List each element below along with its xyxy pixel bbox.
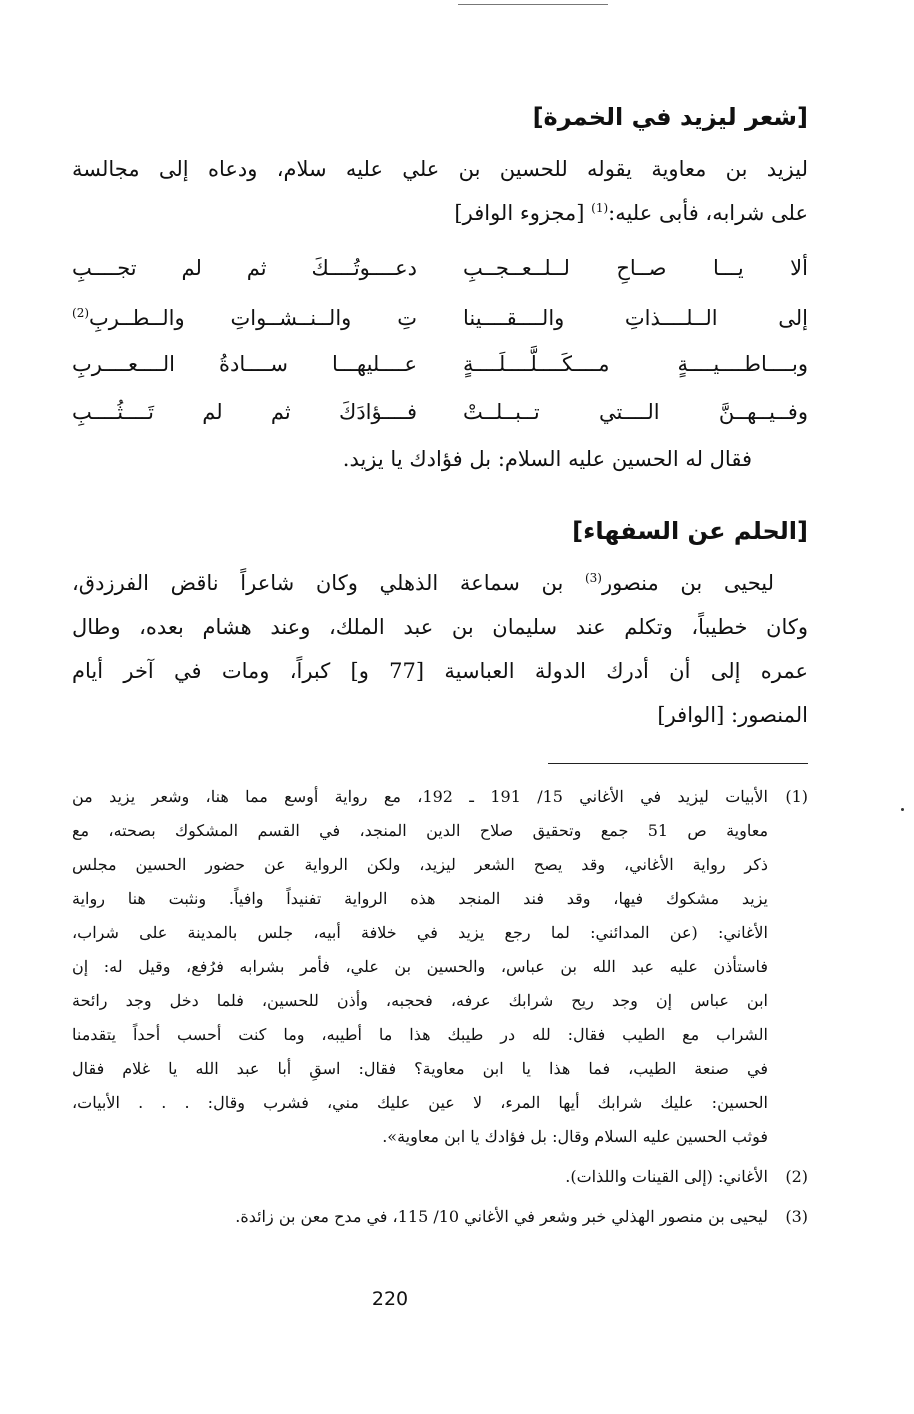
margin-mark bbox=[901, 808, 904, 811]
verse-row bbox=[72, 346, 808, 382]
footnote-line: ابن عباس إن وجد ريح شرابك عرفه، فحجبه، وأذن للحسين، فلما دخل وجد رائحة bbox=[72, 991, 768, 1010]
footnote-ref-3: (3) bbox=[584, 571, 602, 585]
verse-second-hemistich: دعــــوتُــــكَ ثم لم تجــــبِ bbox=[72, 256, 417, 280]
footnote-line: معاوية ص 51 جمع وتحقيق صلاح الدين المنجد، في القسم المشكوك بصحته، مع bbox=[72, 821, 769, 840]
verse-first-hemistich: ألا يـــا صــاحِ لــلــعــجــبِ bbox=[463, 256, 808, 280]
verse-text: تِ والــنــشــواتِ والــطــربِ bbox=[89, 306, 417, 330]
intro-line bbox=[72, 198, 808, 228]
footnote-separator bbox=[548, 763, 808, 764]
verse-first-hemistich: إلى الــلــــذاتِ والــــقــــينا bbox=[463, 306, 808, 330]
verse-second-hemistich bbox=[72, 300, 417, 336]
footnote-line: فوثب الحسين عليه السلام وقال: بل فؤادك يا ابن معاوية». bbox=[382, 1127, 768, 1146]
paragraph-line: عمره إلى أن أدرك الدولة العباسية [77 و] كبراً، ومات في آخر أيام bbox=[72, 659, 808, 683]
verse-row bbox=[72, 250, 808, 286]
intro-line: ليزيد بن معاوية يقوله للحسين بن علي عليه سلام، ودعاه إلى مجالسة bbox=[72, 157, 808, 181]
paragraph-text: ليحيى بن منصور bbox=[601, 571, 774, 595]
footnote-line: ذكر رواية الأغاني، وقد يصح الشعر ليزيد، ولكن الرواية عن حضور الحسين مجلس bbox=[72, 855, 768, 874]
verse-second-hemistich: فــــؤادَكَ ثم لم تَــــثُــــبِ bbox=[72, 400, 417, 424]
paragraph-text: بن سماعة الذهلي وكان شاعراً ناقض الفرزدق، bbox=[72, 571, 585, 595]
paragraph-line bbox=[72, 568, 774, 598]
footnote-line: الأبيات ليزيد في الأغاني 15/ 191 ـ 192، مع رواية أوسع مما هنا، وشعر يزيد من bbox=[72, 787, 769, 806]
paragraph-line: المنصور: [الوافر] bbox=[657, 703, 808, 727]
footnote-number: (3) bbox=[785, 1207, 808, 1226]
hussein-reply: فقال له الحسين عليه السلام: بل فؤادك يا يزيد. bbox=[342, 447, 752, 471]
footnote-line: فاستأذن عليه عبد الله بن عباس، والحسين بن علي، فأمر بشرابه فرُفع، وقيل له: إن bbox=[72, 957, 768, 976]
verse-row bbox=[72, 394, 808, 430]
verse-row bbox=[72, 300, 808, 336]
footnote-line: في صنعة الطيب، فما هذا يا ابن معاوية؟ فقال: اسقِ أبا عبد الله يا غلام فقال bbox=[72, 1059, 769, 1078]
footnote-line: الحسين: عليك شرابك أيها المرء، لا عين عليك مني، فشرب وقال: . . . الأبيات، bbox=[72, 1093, 768, 1112]
verse-first-hemistich: وبــــاطــــيــــةٍ مــــكَــــلَّــــلَــــةٍ bbox=[463, 352, 808, 376]
verse-first-hemistich: وفــيــهــنَّ الــــتي تــبــلــتْ bbox=[463, 400, 808, 424]
footnote-line: الشراب مع الطيب فقال: لله در طيبك هذا ما أطيبه، وما كنت أحسب أحداً يتقدمنا bbox=[72, 1025, 768, 1044]
book-page bbox=[72, 0, 808, 1414]
footnote-ref-1: (1) bbox=[591, 201, 609, 215]
footnote-line: ليحيى بن منصور الهذلي خبر وشعر في الأغاني 10/ 115، في مدح معن بن زائدة. bbox=[235, 1207, 768, 1226]
paragraph-line: وكان خطيباً، وتكلم عند سليمان بن عبد الملك، وعند هشام بعده، وطال bbox=[72, 615, 808, 639]
footnote-number: (1) bbox=[785, 787, 808, 806]
section-heading-forbearance: [الحلم عن السفهاء] bbox=[572, 517, 808, 545]
footnote-line: يزيد مشكوك فيها، وقد فند المنجد هذه الرواية تفنيداً وافياً. ونثبت هنا رواية bbox=[72, 889, 768, 908]
section-heading-wine-poem: [شعر ليزيد في الخمرة] bbox=[532, 103, 808, 131]
footnote-line: الأغاني: (عن المدائني: لما رجع يزيد في خلافة أبيه، جلس بالمدينة على شراب، bbox=[72, 923, 768, 942]
intro-text: على شرابه، فأبى عليه: bbox=[608, 201, 808, 225]
footnote-number: (2) bbox=[785, 1167, 808, 1186]
page-number: 220 bbox=[371, 1288, 409, 1310]
footnote-ref-2: (2) bbox=[72, 306, 90, 320]
verse-second-hemistich: عــــليهـــا ســــادةُ الــــعــــربِ bbox=[72, 352, 417, 376]
footnote-line: الأغاني: (إلى القينات واللذات). bbox=[565, 1167, 768, 1186]
meter-label: [مجزوء الوافر] bbox=[454, 201, 585, 225]
